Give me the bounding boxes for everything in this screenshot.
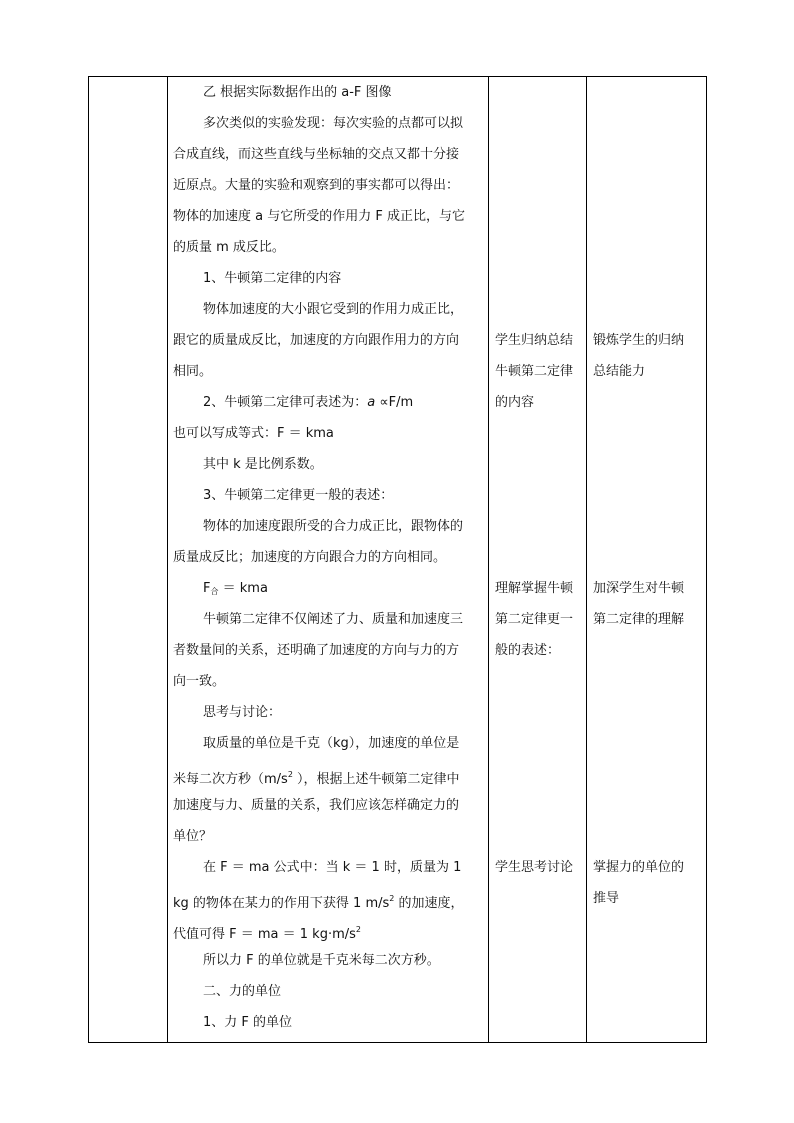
text-line: 也可以写成等式：F ＝ kma	[173, 426, 334, 441]
formula-line	[173, 581, 268, 600]
formula-subscript: 合	[210, 587, 219, 596]
activity-text: 学生思考讨论	[495, 860, 574, 875]
section-heading: 1、牛顿第二定律的内容	[203, 271, 342, 286]
text-line: 多次类似的实验发现：每次实验的点都可以拟	[203, 116, 464, 131]
text-line: 乙 根据实际数据作出的 a-F 图像	[203, 85, 392, 100]
text-line: 取质量的单位是千克（kg），加速度的单位是	[203, 736, 460, 751]
text-line	[173, 922, 361, 943]
text-line: 物体加速度的大小跟它受到的作用力成正比，	[203, 302, 464, 317]
lesson-plan-table	[88, 76, 707, 1043]
section-heading: 1、力 F 的单位	[203, 1015, 293, 1030]
formula-body: ＝ kma	[218, 581, 268, 596]
activity-text: 学生归纳总结	[495, 333, 574, 348]
text-line: 单位？	[173, 829, 213, 844]
text-line: 质量成反比；加速度的方向跟合力的方向相同。	[173, 550, 447, 565]
formula-label: 2、牛顿第二定律可表述为：	[203, 395, 368, 410]
empty-left-cell	[89, 77, 168, 1043]
text-line: 近原点。大量的实验和观察到的事实都可以得出：	[173, 178, 460, 193]
text-line: 者数量间的关系，还明确了加速度的方向与力的方	[173, 643, 460, 658]
text-fragment: 代值可得 F ＝ ma ＝ 1 kg·m/s	[173, 927, 356, 942]
section-heading: 思考与讨论：	[203, 705, 282, 720]
text-line: 相同。	[173, 364, 213, 379]
intent-text: 掌握力的单位的	[593, 860, 685, 875]
text-fragment: 的加速度，	[394, 896, 464, 911]
teaching-content-cell	[168, 77, 489, 1043]
text-line: 在 F ＝ ma 公式中：当 k ＝ 1 时，质量为 1	[203, 860, 462, 875]
intent-text: 锻炼学生的归纳	[593, 333, 685, 348]
text-line: 向一致。	[173, 674, 226, 689]
activity-text: 般的表述：	[495, 643, 561, 658]
text-line: 跟它的质量成反比，加速度的方向跟作用力的方向	[173, 333, 460, 348]
activity-text: 理解掌握牛顿	[495, 581, 574, 596]
activity-text: 牛顿第二定律	[495, 364, 574, 379]
text-line: 所以力 F 的单位就是千克米每二次方秒。	[203, 953, 440, 968]
formula-body: ∝F/m	[375, 395, 414, 410]
formula-symbol-a: a	[367, 395, 376, 410]
text-line: 合成直线，而这些直线与坐标轴的交点又都十分接	[173, 147, 460, 162]
text-line: 牛顿第二定律不仅阐述了力、质量和加速度三	[203, 612, 464, 627]
text-fragment: kg 的物体在某力的作用下获得 1 m/s	[173, 896, 390, 911]
intent-text: 第二定律的理解	[593, 612, 685, 627]
section-heading: 3、牛顿第二定律更一般的表述：	[203, 488, 394, 503]
text-line: 物体的加速度跟所受的合力成正比，跟物体的	[203, 519, 464, 534]
formula-F: F	[203, 581, 211, 596]
text-line: 其中 k 是比例系数。	[203, 457, 323, 472]
text-fragment: 米每二次方秒（m/s	[173, 772, 288, 787]
text-fragment: ），根据上述牛顿第二定律中	[292, 772, 460, 787]
intent-text: 加深学生对牛顿	[593, 581, 685, 596]
text-line: 加速度与力、质量的关系，我们应该怎样确定力的	[173, 798, 460, 813]
text-line: 物体的加速度 a 与它所受的作用力 F 成正比，与它	[173, 209, 465, 224]
text-line: 的质量 m 成反比。	[173, 240, 285, 255]
superscript: 2	[287, 770, 293, 779]
formula-line	[173, 395, 413, 411]
intent-text: 总结能力	[593, 364, 646, 379]
activity-text: 第二定律更一	[495, 612, 574, 627]
intent-text: 推导	[593, 891, 620, 906]
text-line	[173, 891, 464, 912]
activity-text: 的内容	[495, 395, 535, 410]
design-intent-cell	[587, 77, 707, 1043]
text-line	[173, 767, 460, 788]
student-activity-cell	[489, 77, 587, 1043]
superscript: 2	[389, 894, 395, 903]
superscript: 2	[355, 925, 361, 934]
section-heading: 二、力的单位	[203, 984, 282, 999]
